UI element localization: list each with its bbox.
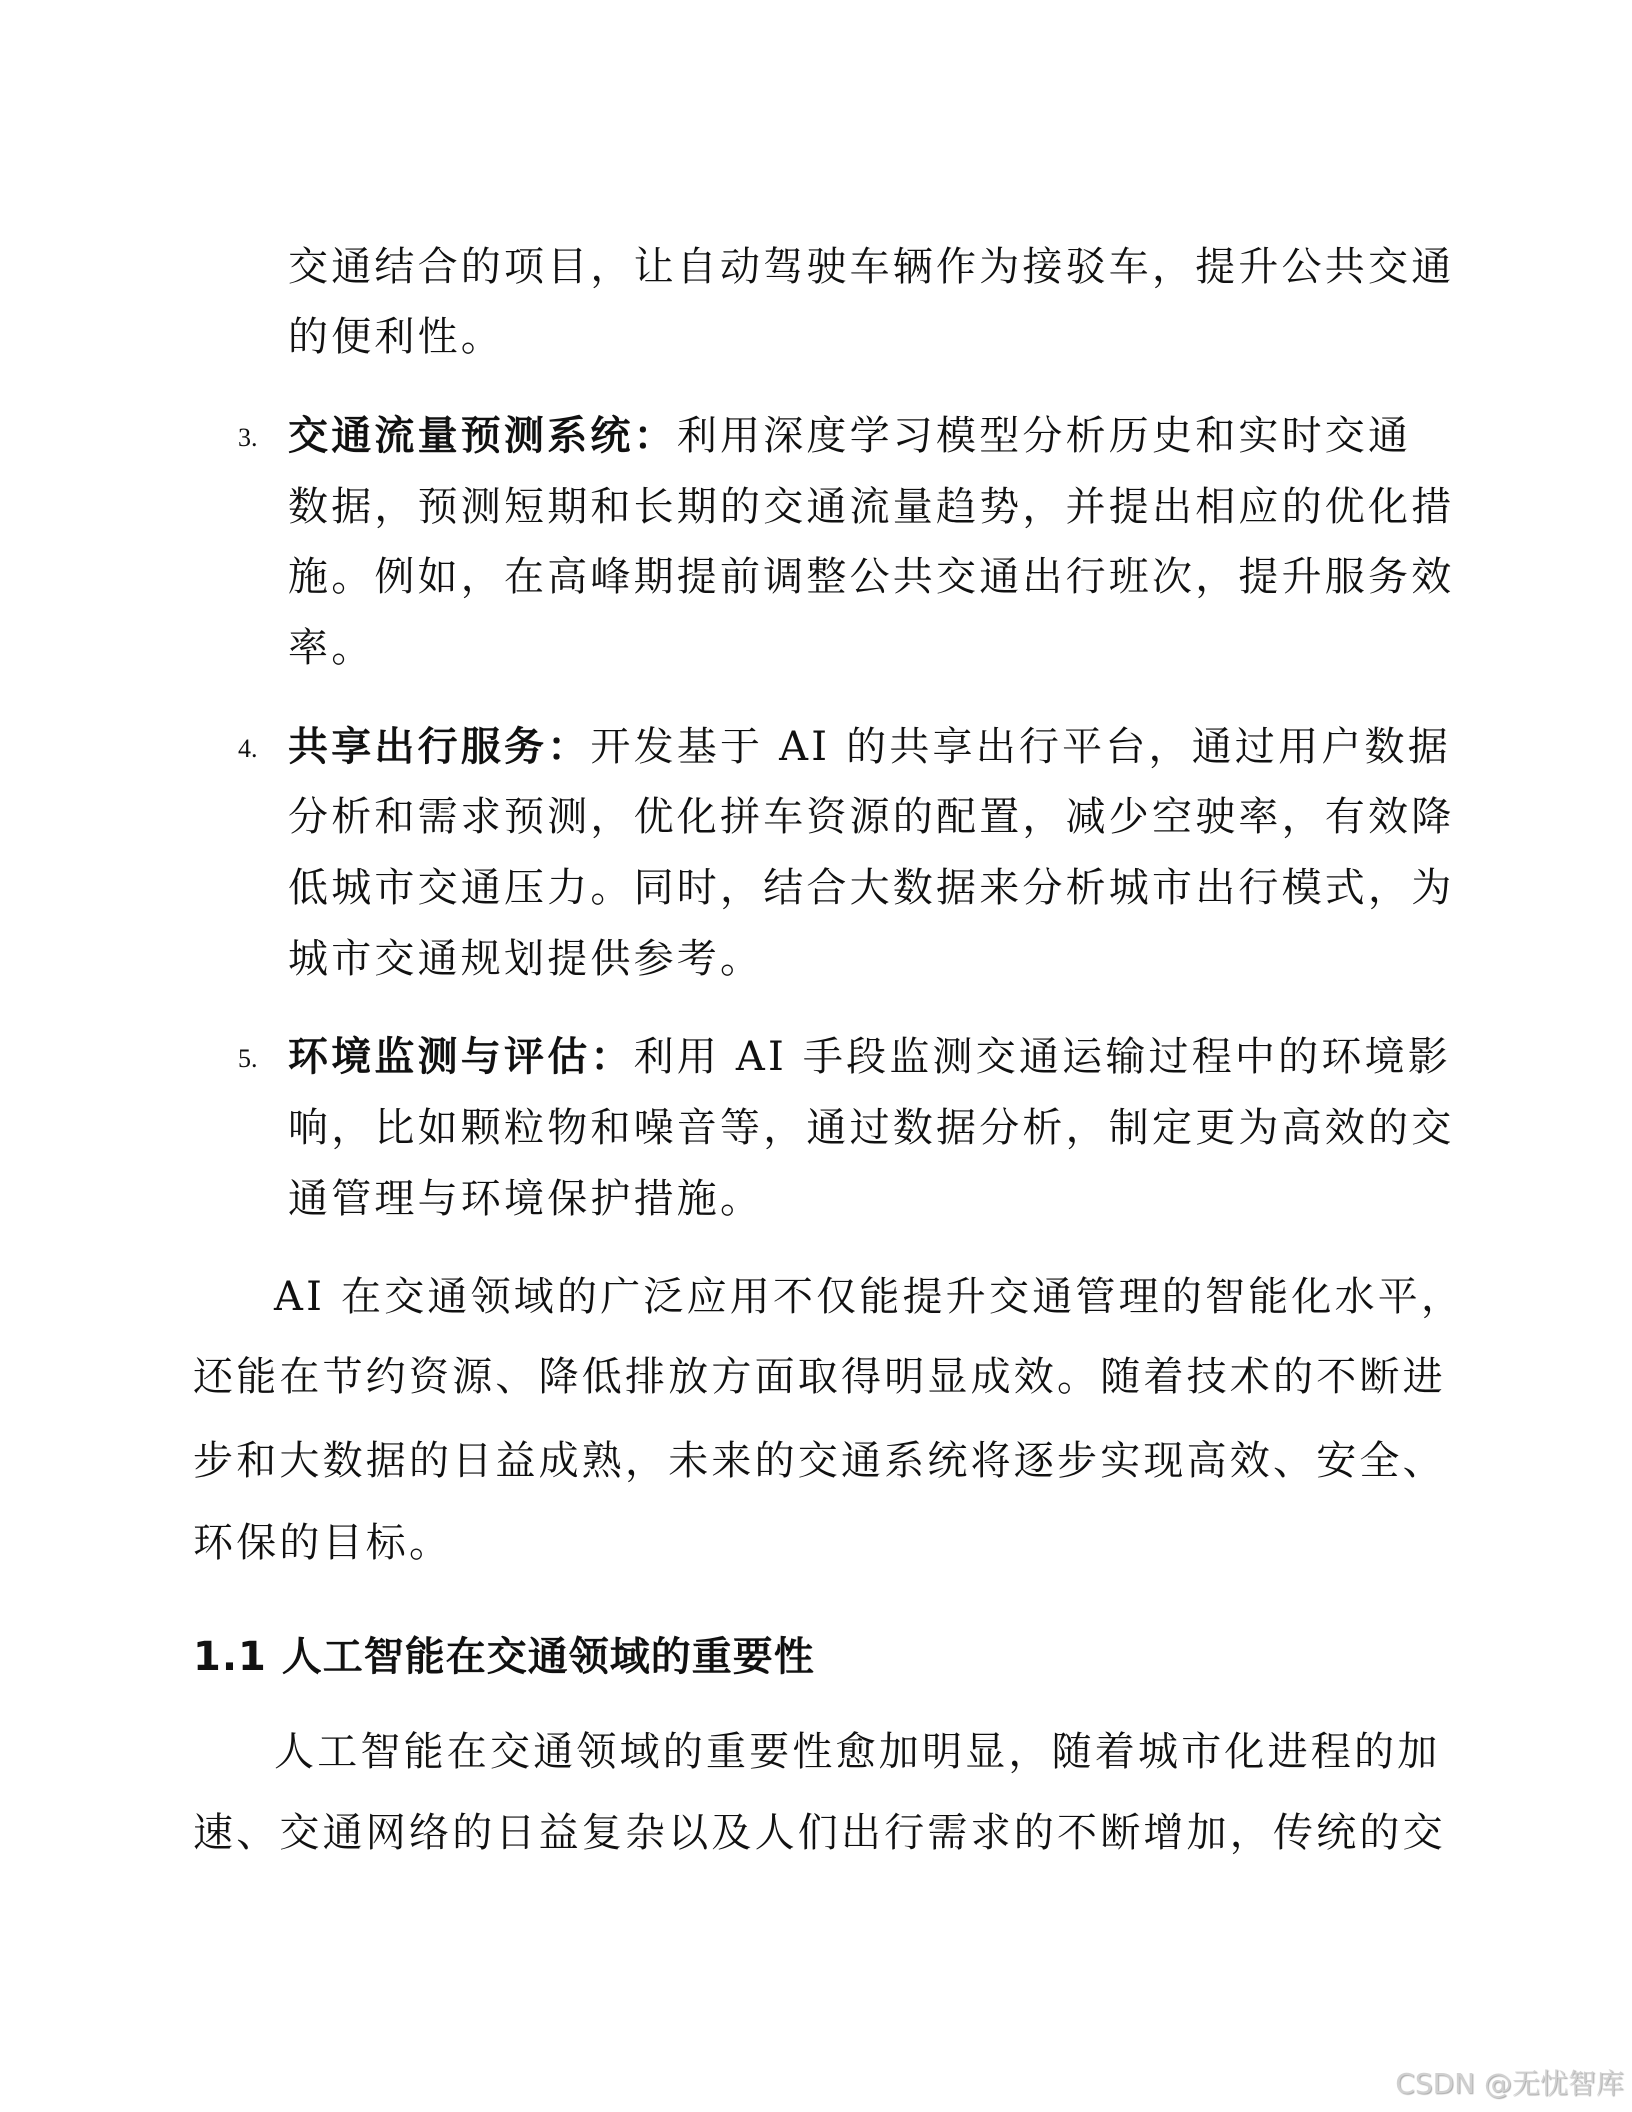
list-item-first-line bbox=[288, 1033, 1451, 1081]
list-item-2-continuation-line: 的便利性。 bbox=[288, 314, 504, 360]
paragraph-line: AI 在交通领域的广泛应用不仅能提升交通管理的智能化水平， bbox=[274, 1274, 1465, 1320]
list-item-2-continuation-line: 交通结合的项目，让自动驾驶车辆作为接驳车，提升公共交通 bbox=[288, 244, 1455, 290]
list-item-line: 率。 bbox=[288, 625, 375, 671]
paragraph-line: 速、交通网络的日益复杂以及人们出行需求的不断增加，传统的交 bbox=[193, 1810, 1446, 1856]
list-item-text: 开发基于 AI 的共享出行平台，通过用户数据 bbox=[590, 724, 1451, 770]
paragraph-line: 还能在节约资源、降低排放方面取得明显成效。随着技术的不断进 bbox=[193, 1354, 1446, 1400]
list-item-line: 施。例如，在高峰期提前调整公共交通出行班次，提升服务效 bbox=[288, 554, 1455, 600]
list-item-title: 共享出行服务： bbox=[288, 723, 591, 770]
list-item-first-line bbox=[288, 412, 1411, 460]
csdn-watermark: CSDN @无忧智库 bbox=[1395, 2067, 1624, 2100]
list-item-text: 利用深度学习模型分析历史和实时交通 bbox=[676, 413, 1412, 459]
list-item-first-line bbox=[288, 723, 1451, 771]
list-item-line: 数据，预测短期和长期的交通流量趋势，并提出相应的优化措 bbox=[288, 484, 1455, 530]
section-heading: 1.1 人工智能在交通领域的重要性 bbox=[193, 1634, 815, 1680]
list-number: 4. bbox=[238, 734, 258, 763]
list-item-line: 响，比如颗粒物和噪音等，通过数据分析，制定更为高效的交 bbox=[288, 1105, 1455, 1151]
list-item-line: 低城市交通压力。同时，结合大数据来分析城市出行模式，为 bbox=[288, 865, 1455, 911]
paragraph-line: 步和大数据的日益成熟，未来的交通系统将逐步实现高效、安全、 bbox=[193, 1438, 1446, 1484]
list-number: 5. bbox=[238, 1044, 258, 1073]
paragraph-line: 人工智能在交通领域的重要性愈加明显，随着城市化进程的加 bbox=[274, 1729, 1441, 1775]
list-item-line: 分析和需求预测，优化拼车资源的配置，减少空驶率，有效降 bbox=[288, 794, 1455, 840]
paragraph-line: 环保的目标。 bbox=[193, 1520, 453, 1566]
list-item-line: 城市交通规划提供参考。 bbox=[288, 936, 764, 982]
list-item-text: 利用 AI 手段监测交通运输过程中的环境影 bbox=[633, 1034, 1451, 1080]
list-item-line: 通管理与环境保护措施。 bbox=[288, 1176, 764, 1222]
list-item-title: 交通流量预测系统： bbox=[288, 412, 677, 459]
list-number: 3. bbox=[238, 423, 258, 452]
list-item-title: 环境监测与评估： bbox=[288, 1033, 634, 1080]
